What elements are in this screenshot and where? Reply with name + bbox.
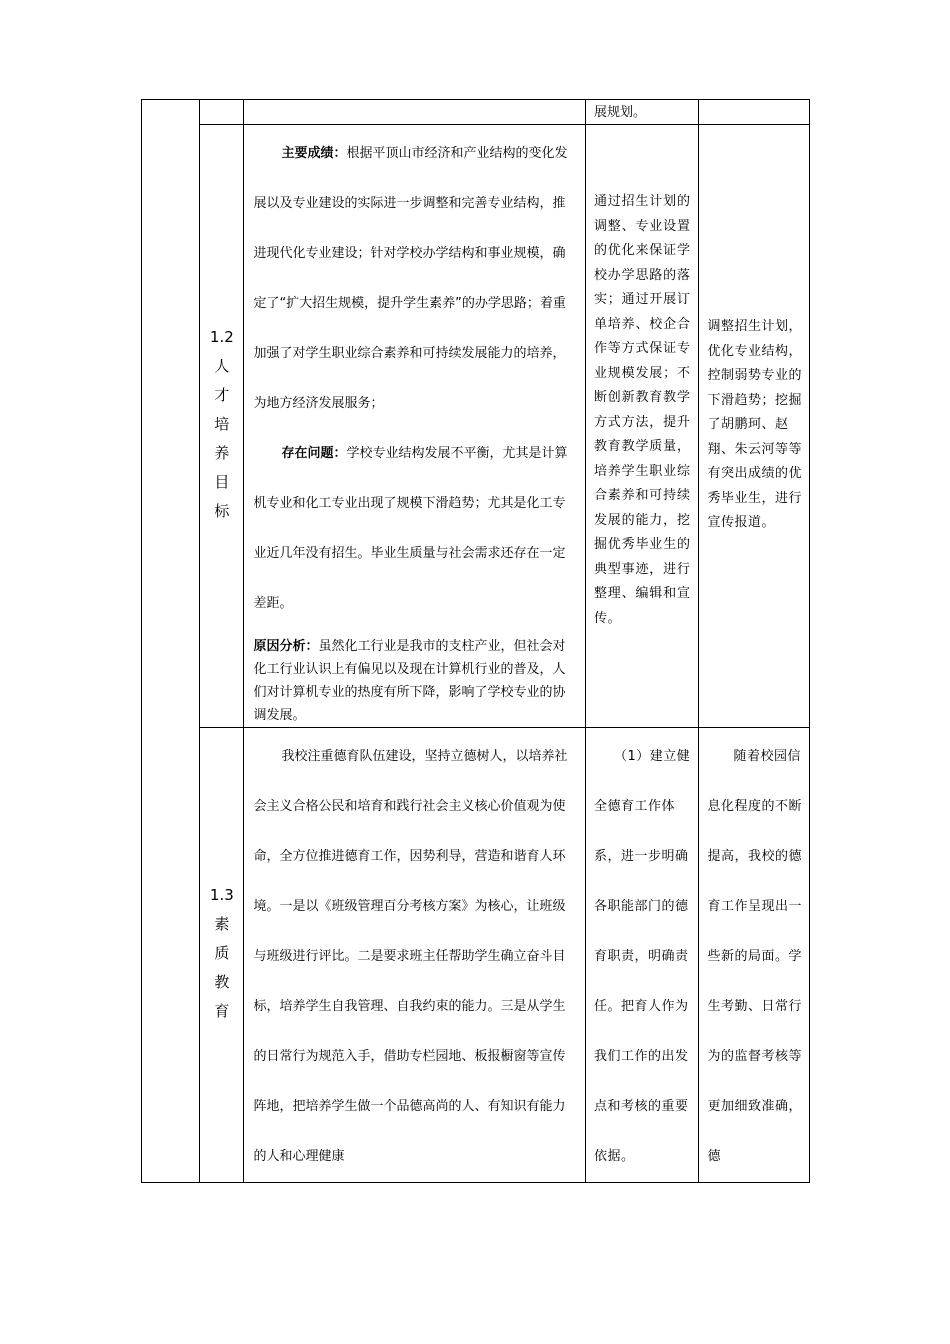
report-table <box>141 99 810 1183</box>
section-1-3-measures: （1）建立健全德育工作体系，进一步明确各职能部门的德育职责，明确责任。把育人作为我们工作的出发点和考核的重要依据。 <box>593 749 691 1164</box>
problem-paragraph: 存在问题：学校专业结构发展不平衡，尤其是计算机专业和化工专业出现了规模下滑趋势；尤其是化工专业近几年没有招生。毕业生质量与社会需求还存在一定差距。 <box>253 446 568 611</box>
category-cell <box>142 100 200 1183</box>
measures-tail-text: 展规划。 <box>593 105 646 120</box>
section-1-3-description: 我校注重德育队伍建设，坚持立德树人，以培养社会主义合格公民和培育和践行社会主义核心价值观为使命，全方位推进德育工作，因势利导，营造和谐育人环境。一是以《班级管理百分考核方案》为核心，让班级与班级进行评比。二是要求班主任帮助学生确立奋斗目标，培养学生自我管理、自我约束的能力。三是从学生的日常行为规范入手，借助专栏园地、板报橱窗等宣传阵地，把培养学生做一个品德高尚的人、有知识有能力的人和心理健康 <box>253 749 568 1164</box>
table-row <box>142 728 810 1183</box>
section-label-1-2: 1.2 人 才 培 养 目 标 <box>209 328 234 520</box>
label-cell <box>200 125 244 728</box>
table-row <box>142 125 810 728</box>
measures-cell <box>585 728 699 1183</box>
results-cell <box>699 125 810 728</box>
section-label-1-3: 1.3 素 质 教 育 <box>209 886 234 1020</box>
measures-cell <box>585 125 699 728</box>
section-1-2-results: 调整招生计划，优化专业结构，控制弱势专业的下滑趋势；挖掘了胡鹏珂、赵翔、朱云河等等有突出成绩的优秀毕业生，进行宣传报道。 <box>707 319 802 530</box>
description-cell <box>244 100 586 125</box>
results-cell <box>699 100 810 125</box>
table-row <box>142 100 810 125</box>
label-cell <box>200 728 244 1183</box>
description-cell <box>244 125 586 728</box>
results-cell <box>699 728 810 1183</box>
achievement-paragraph: 主要成绩：根据平顶山市经济和产业结构的变化发展以及专业建设的实际进一步调整和完善专业结构，推进现代化专业建设；针对学校办学结构和事业规模，确定了“扩大招生规模，提升学生素养”的办学思路；着重加强了对学生职业综合素养和可持续发展能力的培养，为地方经济发展服务； <box>253 146 568 411</box>
cause-paragraph: 原因分析：虽然化工行业是我市的支柱产业，但社会对化工行业认识上有偏见以及现在计算机行业的普及，人们对计算机专业的热度有所下降，影响了学校专业的协调发展。 <box>253 639 566 723</box>
section-1-2-description <box>244 125 585 727</box>
section-1-3-results: 随着校园信息化程度的不断提高，我校的德育工作呈现出一些新的局面。学生考勤、日常行为的监督考核等更加细致准确，德 <box>707 749 802 1164</box>
description-cell <box>244 728 586 1183</box>
measures-cell <box>585 100 699 125</box>
label-cell <box>200 100 244 125</box>
section-1-2-measures: 通过招生计划的调整、专业设置的优化来保证学校办学思路的落实；通过开展订单培养、校企合作等方式保证专业规模发展；不断创新教育教学方式方法，提升教育教学质量，培养学生职业综合素养和可持续发展的能力，挖掘优秀毕业生的典型事迹，进行整理、编辑和宣传。 <box>593 194 691 626</box>
